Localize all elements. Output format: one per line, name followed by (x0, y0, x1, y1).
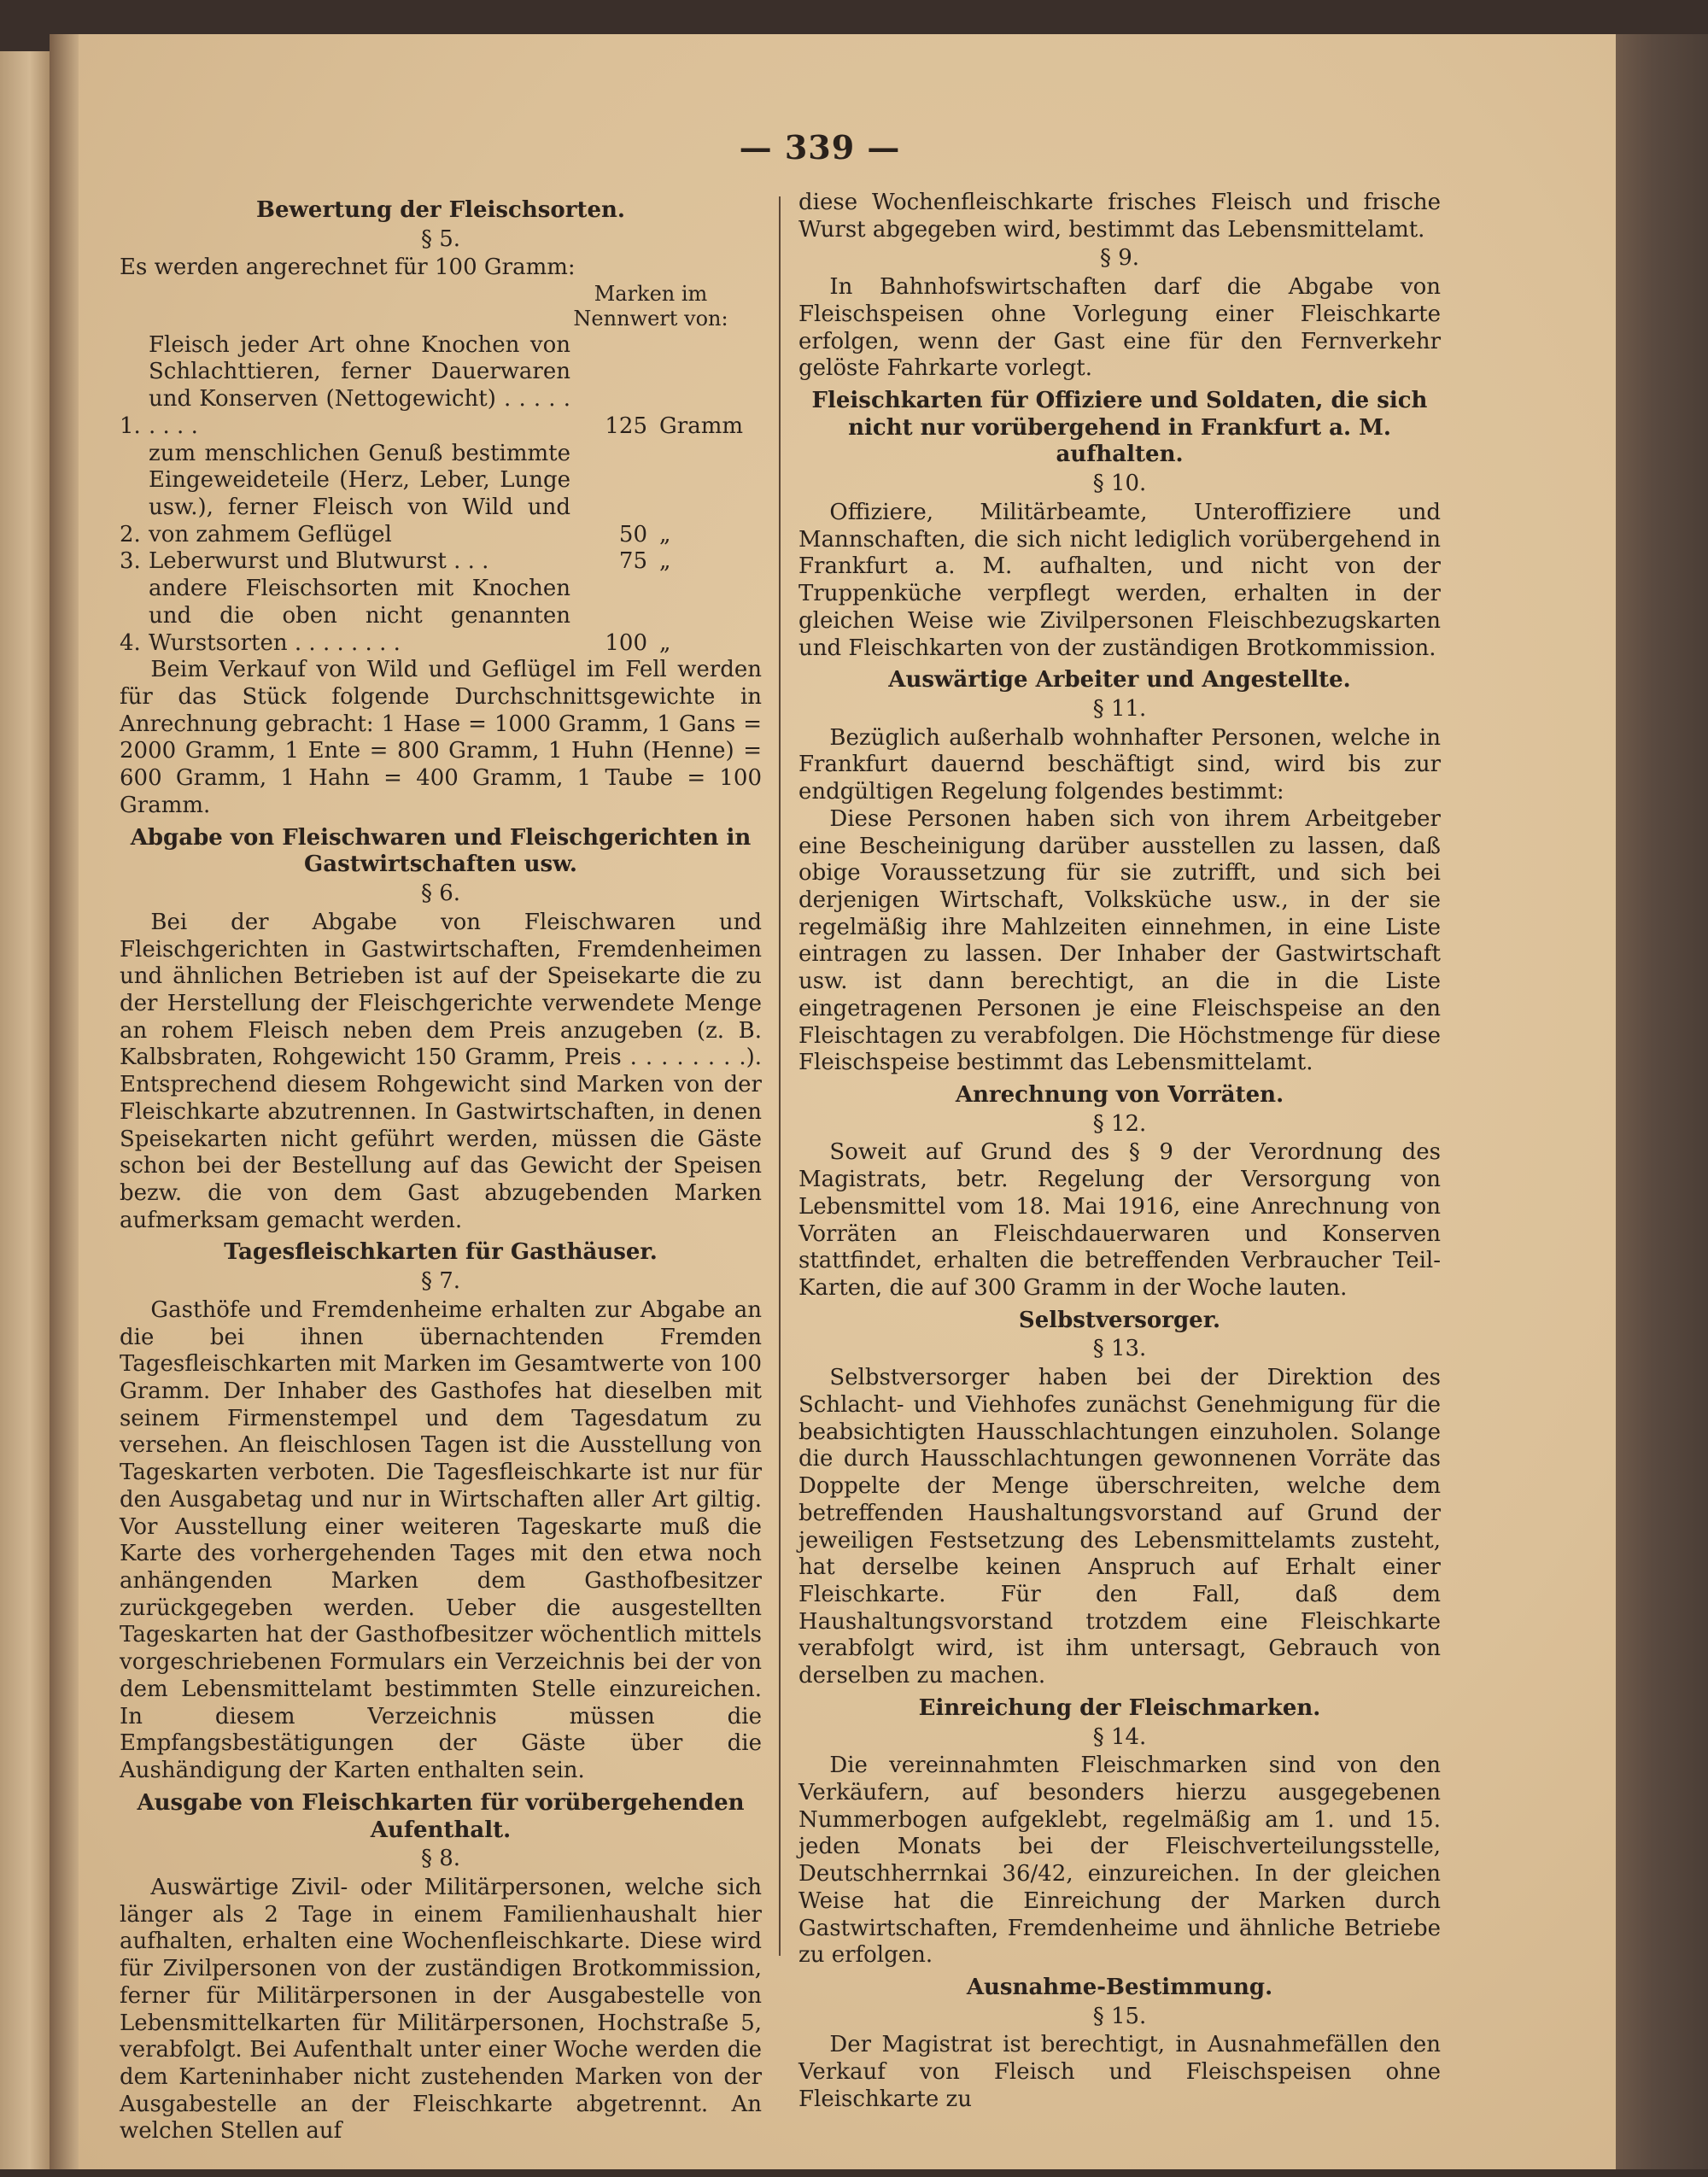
section-heading: Einreichung der Fleischmarken. (918, 1694, 1321, 1721)
paragraph: Offiziere, Militärbeamte, Unteroffiziere und Mannschaften, die sich nicht lediglich vorübergehend in Frankfurt a. M. aufhalten, und nicht von der Truppenküche verpflegt werden, erhalten in der gleichen Weise wie Zivilpersonen Fleischbezugskarten und Fleischkarten von der zuständigen Brotkommission. (798, 499, 1441, 661)
paragraph: Gasthöfe und Fremdenheime erhalten zur Abgabe an die bei ihnen übernachtenden Fremden Tagesfleischkarten mit Marken im Gesamtwerte von 100 Gramm. Der Inhaber des Gasthofes hat dieselben mit seinem Firmenstempel und dem Tagesdatum zu versehen. An fleischlosen Tagen ist die Ausstellung von Tageskarten verboten. Die Tagesfleischkarte ist nur für den Ausgabetag und nur in Wirtschaften aller Art giltig. Vor Ausstellung einer weiteren Tageskarte muß die Karte des vorhergehenden Tages mit den etwa noch anhängenden Marken dem Gasthofbesitzer zurückgegeben werden. Ueber die ausgestellten Tageskarten hat der Gasthofbesitzer wöchentlich mittels vorgeschriebenen Formulars ein Verzeichnis bei der von dem Lebensmittelamt bestimmten Stelle einzureichen. In diesem Verzeichnis müssen die Empfangsbestätigungen der Gäste über die Aushändigung der Karten enthalten sein. (120, 1296, 762, 1784)
right-column (798, 190, 1441, 2114)
section-heading: Tagesfleischkarten für Gasthäuser. (224, 1239, 658, 1266)
table-row (120, 576, 762, 657)
paragraph: diese Wochenfleischkarte frisches Fleisch und frische Wurst abgegeben wird, bestimmt das Lebensmittelamt. (798, 190, 1441, 243)
section-number: § 13. (1092, 1336, 1147, 1362)
row-number: 4. (120, 629, 141, 656)
row-number: 1. (120, 413, 141, 439)
paragraph: Der Magistrat ist berechtigt, in Ausnahmefällen den Verkauf von Fleisch und Fleischspeisen ohne Fleischkarte zu (798, 2032, 1441, 2112)
paragraph: In Bahnhofswirtschaften darf die Abgabe von Fleischspeisen ohne Vorlegung einer Fleischkarte erfolgen, wenn der Gast eine für den Fernverkehr gelöste Fahrkarte vorlegt. (798, 274, 1441, 382)
section-number: § 11. (1092, 695, 1147, 722)
section-heading: Ausgabe von Fleischkarten für vorübergehenden Aufenthalt. (137, 1789, 745, 1843)
paragraph: Auswärtige Zivil- oder Militärpersonen, welche sich länger als 2 Tage in einem Familienhaushalt hier aufhalten, erhalten eine Wochenfleischkarte. Diese wird für Zivilpersonen von der zuständigen Brotkommission, ferner für Militärpersonen in der Ausgabestelle von Lebensmittelkarten für Militärpersonen, Hochstraße 5, verabfolgt. Bei Aufenthalt unter einer Woche werden die dem Karteninhaber nicht zustehenden Marken von der Ausgabestelle an der Fleischkarte abgetrennt. An welchen Stellen auf (120, 1874, 762, 2145)
section-number: § 9. (1099, 245, 1140, 272)
paragraph: Bezüglich außerhalb wohnhafter Personen, welche in Frankfurt dauernd beschäftigt sind, wird bis zur endgültigen Regelung folgendes bestimmt: (798, 724, 1441, 805)
table-row (120, 332, 762, 441)
table-row (120, 441, 762, 549)
row-quantity: 125 (605, 413, 647, 439)
section-heading: Auswärtige Arbeiter und Angestellte. (888, 667, 1351, 693)
row-text: Leberwurst und Blutwurst . . . (149, 548, 489, 575)
table-row (120, 548, 762, 576)
row-number: 3. (120, 548, 141, 575)
section-number: § 12. (1092, 1110, 1147, 1137)
section-number: § 15. (1092, 2003, 1147, 2029)
book-cover-edge (1616, 34, 1708, 2169)
book-gutter (50, 34, 79, 2169)
previous-page-edge (0, 51, 50, 2169)
section-number: § 5. (420, 225, 461, 252)
section-heading: Bewertung der Fleischsorten. (256, 197, 625, 223)
paragraph: Beim Verkauf von Wild und Geflügel im Fell werden für das Stück folgende Durchschnittsgewichte in Anrechnung gebracht: 1 Hase = 1000 Gramm, 1 Gans = 2000 Gramm, 1 Ente = 800 Gramm, 1 Huhn (Henne) = 600 Gramm, 1 Hahn = 400 Gramm, 1 Taube = 100 Gramm. (120, 657, 762, 818)
row-unit: Gramm (659, 413, 744, 439)
row-text: zum menschlichen Genuß bestimmte Eingeweideteile (Herz, Leber, Lunge usw.), ferner Fleisch von Wild und von zahmem Geflügel (149, 440, 570, 547)
row-text: andere Fleischsorten mit Knochen und die oben nicht genannten Wurstsorten . . . . . . . . (149, 576, 570, 656)
table-header-label: Marken im Nennwert von: (573, 282, 728, 331)
row-unit: „ (659, 548, 671, 575)
section-number: § 7. (420, 1268, 461, 1295)
paragraph: Bei der Abgabe von Fleischwaren und Fleischgerichten in Gastwirtschaften, Fremdenheimen und ähnlichen Betrieben ist auf der Speisekarte die zu der Herstellung der Fleischgerichte verwendete Menge an rohem Fleisch neben dem Preis anzugeben (z. B. Kalbsbraten, Rohgewicht 150 Gramm, Preis . . . . . . . .). Entsprechend diesem Rohgewicht sind Marken von der Fleischkarte abzutrennen. In Gastwirtschaften, in denen Speisekarten nicht geführt werden, müssen die Gäste schon bei der Bestellung auf das Gewicht der Speisen bezw. die von dem Gast abzugebenden Marken aufmerksam gemacht werden. (120, 909, 762, 1233)
page-number: — 339 — (739, 128, 901, 167)
row-quantity: 50 (618, 521, 647, 547)
left-column (120, 192, 762, 2145)
section-number: § 6. (420, 881, 461, 907)
section-heading: Abgabe von Fleischwaren und Fleischgerichten in Gastwirtschaften usw. (130, 824, 752, 878)
section-number: § 8. (420, 1846, 461, 1872)
section-heading: Fleischkarten für Offiziere und Soldaten, die sich nicht nur vorübergehend in Frankfurt a. M. aufhalten. (811, 388, 1428, 468)
paragraph: Selbstversorger haben bei der Direktion des Schlacht- und Viehhofes zunächst Genehmigung für die beabsichtigten Hausschlachtungen einzuholen. Solange die durch Hausschlachtungen gewonnenen Vorräte das Doppelte der Menge überschreiten, welche dem betreffenden Haushaltungsvorstand auf Grund der jeweiligen Festsetzung des Lebensmittelamts zusteht, hat derselbe keinen Anspruch auf Erhalt einer Fleischkarte. Für den Fall, daß dem Haushaltungsvorstand trotzdem eine Fleischkarte verabfolgt wird, ist ihm untersagt, Gebrauch von derselben zu machen. (798, 1365, 1441, 1689)
row-quantity: 75 (618, 548, 647, 575)
row-unit: „ (659, 521, 671, 547)
section-number: § 10. (1092, 471, 1147, 497)
paragraph: Diese Personen haben sich von ihrem Arbeitgeber eine Bescheinigung darüber ausstellen zu lassen, daß obige Voraussetzung für sie zutrifft, und sich bei derjenigen Wirtschaft, Volksküche usw., in der sie regelmäßig ihre Mahlzeiten einnehmen, in eine Liste eintragen zu lassen. Der Inhaber der Gastwirtschaft usw. ist dann berechtigt, an die in die Liste eingetragenen Personen je eine Fleischspeise an den Fleischtagen zu verabfolgen. Die Höchstmenge für diese Fleischspeise bestimmt das Lebensmittelamt. (798, 805, 1441, 1076)
row-unit: „ (659, 629, 671, 656)
section-heading: Anrechnung von Vorräten. (955, 1082, 1284, 1108)
table-column-header (120, 282, 762, 332)
row-text: Fleisch jeder Art ohne Knochen von Schlachttieren, ferner Dauerwaren und Konserven (Nettogewicht) . . . . . . . . . (149, 331, 570, 439)
row-quantity: 100 (605, 629, 647, 656)
section-heading: Selbstversorger. (1018, 1307, 1221, 1333)
paragraph: Es werden angerechnet für 100 Gramm: (120, 255, 576, 281)
section-heading: Ausnahme-Bestimmung. (966, 1975, 1273, 2000)
column-divider (779, 196, 781, 1956)
paragraph: Die vereinnahmten Fleischmarken sind von den Verkäufern, auf besonders hierzu ausgegebenen Nummerbogen aufgeklebt, regelmäßig am 1. und 15. jeden Monats bei der Fleischverteilungsstelle, Deutschherrnkai 36/42, einzureichen. In der gleichen Weise hat die Einreichung der Marken durch Gastwirtschaften, Fremdenheime und ähnliche Betriebe zu erfolgen. (798, 1753, 1441, 1969)
row-number: 2. (120, 521, 141, 547)
section-number: § 14. (1092, 1723, 1147, 1750)
paragraph: Soweit auf Grund des § 9 der Verordnung des Magistrats, betr. Regelung der Versorgung von Lebensmittel vom 18. Mai 1916, eine Anrechnung von Vorräten an Fleischdauerwaren und Konserven stattfindet, erhalten die betreffenden Verbraucher Teil-Karten, die auf 300 Gramm in der Woche lauten. (798, 1139, 1441, 1302)
